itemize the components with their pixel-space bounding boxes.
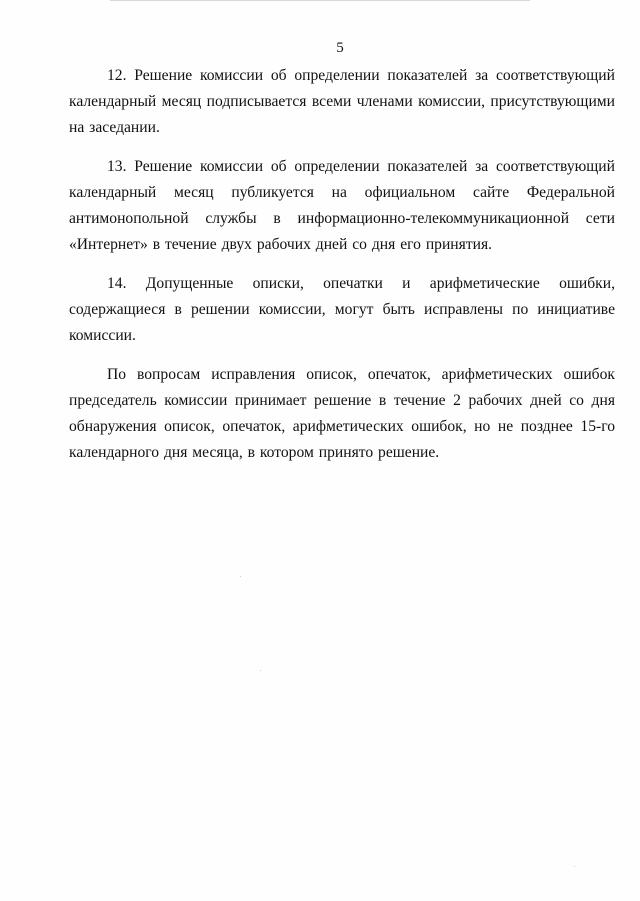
scan-speck (260, 670, 261, 671)
scan-speck (574, 866, 575, 867)
page-top-edge (110, 0, 530, 1)
document-body (69, 63, 615, 479)
scan-speck (240, 576, 241, 577)
paragraph-12: 12. Решение комиссии об определении показателей за соответствующий календарный месяц подписывается всеми членами комиссии, присутствующими на заседании. (69, 67, 615, 136)
paragraph-corrections: По вопросам исправления описок, опечаток, арифметических ошибок председатель комиссии принимает решение в течение 2 рабочих дней со дня обнаружения описок, опечаток, арифметических ошибок, но не позднее 15-го календарного дня месяца, в котором принято решение. (69, 366, 615, 461)
page-number: 5 (336, 40, 344, 56)
paragraph-14: 14. Допущенные описки, опечатки и арифметические ошибки, содержащиеся в решении комиссии, могут быть исправлены по инициативе комиссии. (69, 275, 615, 344)
paragraph-13: 13. Решение комиссии об определении показателей за соответствующий календарный месяц публикуется на официальном сайте Федеральной антимонопольной службы в информационно-телекоммуникационной сети «Интернет» в течение двух рабочих дней со дня его принятия. (69, 158, 615, 253)
